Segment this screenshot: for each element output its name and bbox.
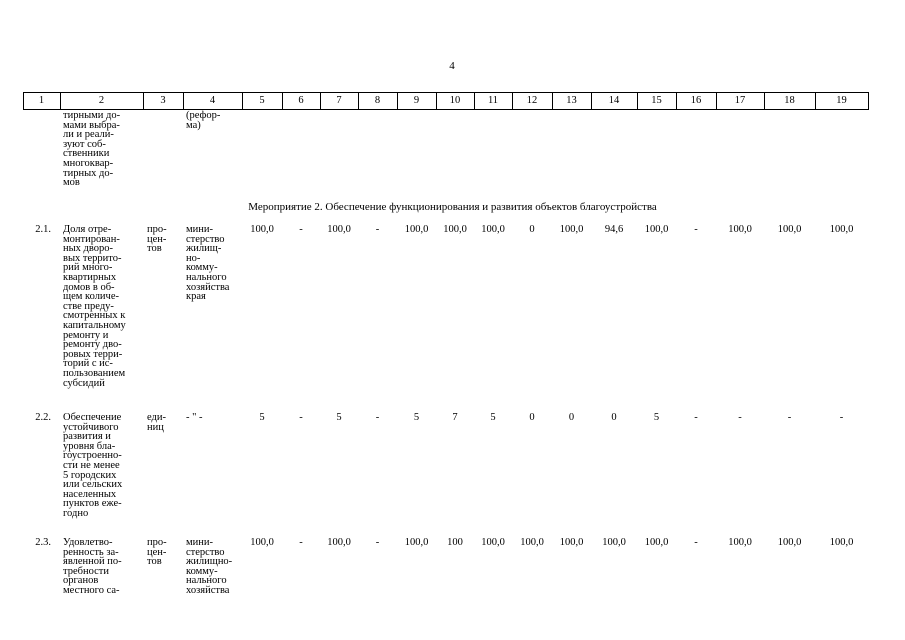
value-cell: -	[738, 412, 742, 423]
value-cell: 100,0	[250, 224, 274, 235]
value-cell: -	[299, 412, 303, 423]
value-cell: 5	[413, 412, 420, 423]
value-cell: 100,0	[644, 224, 669, 235]
value-cell: 100,0	[250, 537, 274, 548]
unit: про- цен- тов	[147, 224, 167, 255]
value-cell: -	[375, 412, 380, 423]
value-cell: 100,0	[728, 537, 752, 548]
column-divider	[868, 92, 869, 110]
value-cell: 100,0	[829, 224, 854, 235]
continued-executor: (рефор- ма)	[186, 110, 221, 131]
value-cell: -	[787, 412, 792, 423]
indicator-name: Удовлетво- ренность за- явленной по- требности органов местного са-	[63, 537, 122, 596]
value-cell: 0	[568, 412, 575, 423]
column-header: 17	[734, 95, 746, 106]
value-cell: 0	[529, 224, 535, 235]
value-cell: 5	[490, 412, 496, 423]
value-cell: 100,0	[404, 224, 429, 235]
column-header: 19	[836, 95, 847, 106]
row-number: 2.1.	[35, 224, 51, 235]
executor: - " -	[186, 412, 203, 423]
value-cell: 100,0	[602, 537, 626, 548]
value-cell: 100,0	[481, 537, 505, 548]
unit: еди- ниц	[147, 412, 166, 433]
column-header: 15	[651, 95, 662, 106]
column-header: 2	[98, 95, 105, 106]
value-cell: 100,0	[829, 537, 854, 548]
indicator-name: Обеспечение устойчивого развития и уровня бла- гоустроенно- сти не менее 5 городских или сельских населенных пунктов еже- годно	[63, 412, 123, 519]
column-header: 6	[298, 95, 304, 106]
value-cell: 100,0	[520, 537, 544, 548]
value-cell: -	[694, 412, 698, 423]
column-header: 16	[690, 95, 702, 106]
value-cell: 100,0	[777, 224, 802, 235]
column-header: 13	[566, 95, 577, 106]
value-cell: 100,0	[327, 224, 351, 235]
value-cell: -	[694, 537, 698, 548]
value-cell: 0	[529, 412, 535, 423]
column-header: 11	[487, 95, 499, 106]
value-cell: 100,0	[559, 537, 584, 548]
header-bottom-border	[23, 109, 868, 110]
continued-indicator-name: тирными до- мами выбра- ли и реали- зуют соб- ственники многоквар- тирных до- мов	[63, 110, 121, 189]
value-cell: 100	[447, 537, 463, 548]
column-header: 14	[608, 95, 620, 106]
value-cell: 100,0	[728, 224, 752, 235]
value-cell: 94,6	[604, 224, 624, 235]
value-cell: -	[839, 412, 844, 423]
column-header: 18	[784, 95, 795, 106]
column-header: 12	[526, 95, 538, 106]
column-header: 3	[160, 95, 166, 106]
value-cell: 7	[452, 412, 458, 423]
row-number: 2.3.	[35, 537, 51, 548]
row-number: 2.2.	[35, 412, 51, 423]
indicator-name: Доля отре- монтирован- ных дворо- вых террито- рий много- квартирных домов в об- щем количе- стве преду- смотренных к капитальному ремонту и ремонту дво- ровых терри- торий с ис- пользованием субсидий	[63, 224, 126, 389]
column-header: 9	[413, 95, 420, 106]
column-header: 10	[449, 95, 461, 106]
column-header: 8	[374, 95, 381, 106]
value-cell: 100,0	[404, 537, 429, 548]
page-number: 4	[449, 60, 455, 72]
header-top-border	[23, 92, 868, 93]
value-cell: 100,0	[327, 537, 351, 548]
executor: мини- стерство жилищ- но- комму- нального хозяйства края	[186, 224, 230, 303]
column-header: 5	[259, 95, 265, 106]
value-cell: 100,0	[777, 537, 802, 548]
value-cell: 100,0	[443, 224, 467, 235]
value-cell: -	[375, 537, 380, 548]
value-cell: 5	[259, 412, 265, 423]
executor: мини- стерство жилищно- комму- нального хозяйства	[186, 537, 233, 596]
value-cell: -	[299, 224, 303, 235]
value-cell: -	[299, 537, 303, 548]
value-cell: 100,0	[644, 537, 669, 548]
column-header: 1	[38, 95, 45, 106]
value-cell: 100,0	[481, 224, 505, 235]
section-title: Мероприятие 2. Обеспечение функционирования и развития объектов благоустройства	[248, 201, 657, 213]
value-cell: 5	[653, 412, 660, 423]
column-header: 4	[209, 95, 216, 106]
value-cell: 0	[611, 412, 617, 423]
value-cell: -	[375, 224, 380, 235]
value-cell: 5	[336, 412, 342, 423]
unit: про- цен- тов	[147, 537, 167, 568]
value-cell: -	[694, 224, 698, 235]
column-header: 7	[336, 95, 342, 106]
value-cell: 100,0	[559, 224, 584, 235]
